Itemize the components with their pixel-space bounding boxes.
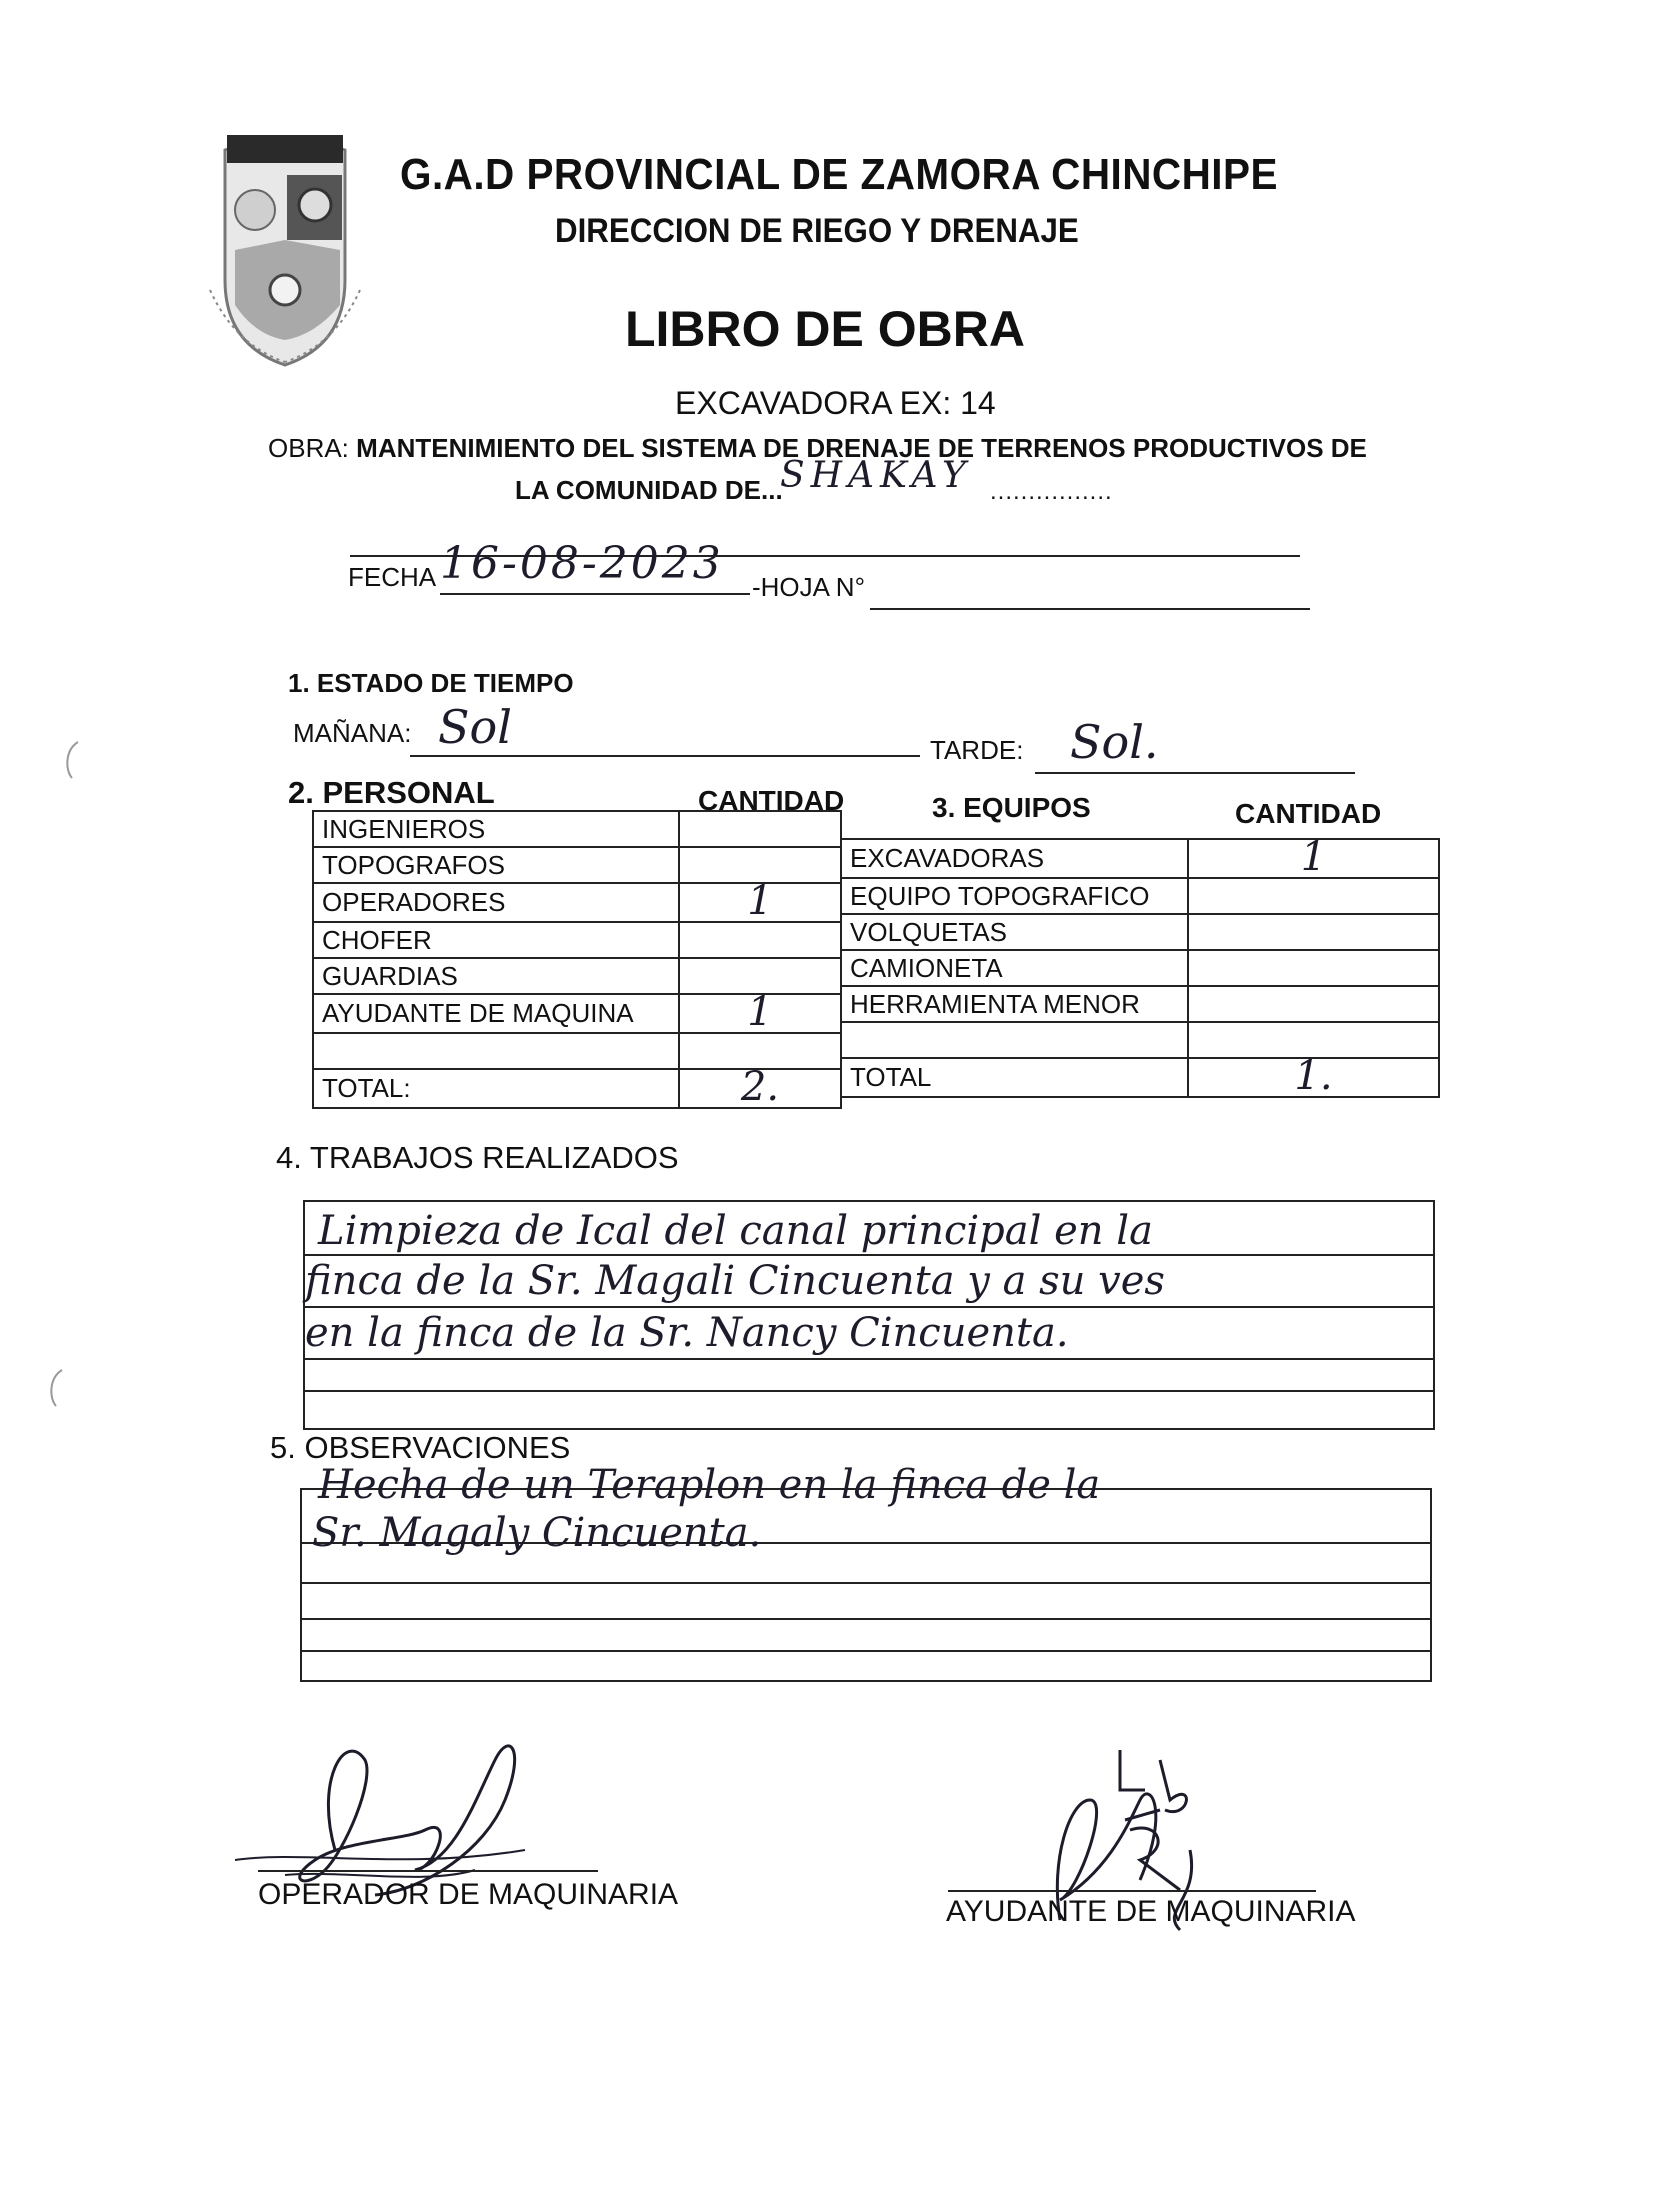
manana-handwritten: Sol	[438, 700, 512, 754]
section-personal: 2. PERSONAL	[288, 775, 495, 810]
observaciones-line: Sr. Magaly Cincuenta.	[312, 1510, 762, 1556]
equipos-row	[841, 839, 1439, 878]
trabajos-line: en la finca de la Sr. Nancy Cincuenta.	[305, 1310, 1069, 1356]
fecha-underline	[440, 593, 750, 595]
section-observaciones: 5. OBSERVACIONES	[270, 1430, 571, 1465]
personal-row-qty	[679, 811, 841, 847]
equipos-cantidad-header: CANTIDAD	[1235, 798, 1382, 829]
equipos-row-qty	[1188, 914, 1439, 950]
personal-row-qty	[679, 1064, 841, 1110]
section-equipos: 3. EQUIPOS	[932, 792, 1091, 823]
section-estado-tiempo: 1. ESTADO DE TIEMPO	[288, 668, 574, 698]
tarde-underline	[1035, 772, 1355, 774]
section-trabajos: 4. TRABAJOS REALIZADOS	[276, 1140, 679, 1175]
personal-qty-handwritten: 1	[747, 878, 773, 924]
personal-row	[313, 811, 841, 847]
personal-row	[313, 922, 841, 958]
equipos-row-label: HERRAMIENTA MENOR	[841, 986, 1188, 1022]
observaciones-ruled-line	[302, 1650, 1430, 1652]
provincial-coat-of-arms-logo	[205, 130, 365, 370]
personal-row-label: GUARDIAS	[313, 958, 679, 994]
department-title: DIRECCION DE RIEGO Y DRENAJE	[555, 212, 1079, 250]
personal-row-qty	[679, 989, 841, 1035]
institution-title: G.A.D PROVINCIAL DE ZAMORA CHINCHIPE	[400, 150, 1278, 199]
equipos-qty-handwritten: 1.	[1294, 1053, 1333, 1099]
equipos-row-qty	[1188, 1053, 1439, 1099]
manana-label: MAÑANA:	[293, 718, 412, 748]
hoja-underline	[870, 608, 1310, 610]
personal-row-label: AYUDANTE DE MAQUINA	[313, 994, 679, 1033]
manana-underline	[410, 755, 920, 757]
personal-table	[312, 810, 842, 1109]
equipos-row-qty	[1188, 834, 1439, 880]
hoja-label: -HOJA N°	[752, 572, 865, 602]
personal-row-label: TOTAL:	[313, 1069, 679, 1108]
trabajos-ruled-line	[305, 1306, 1433, 1308]
ayudante-label: AYUDANTE DE MAQUINARIA	[946, 1895, 1356, 1928]
personal-qty-handwritten: 2.	[740, 1064, 780, 1110]
fecha-handwritten: 16-08-2023	[440, 538, 724, 589]
observaciones-line: Hecha de un Teraplon en la finca de la	[318, 1462, 1101, 1508]
equipos-row-label: EXCAVADORAS	[841, 839, 1188, 878]
personal-row-label: TOPOGRAFOS	[313, 847, 679, 883]
equipos-row	[841, 986, 1439, 1022]
scan-margin-mark	[60, 740, 80, 780]
comunidad-handwritten: SHAKAY	[780, 455, 972, 496]
equipos-row-qty	[1188, 878, 1439, 914]
obra-description: MANTENIMIENTO DEL SISTEMA DE DRENAJE DE TERRENOS PRODUCTIVOS DE	[356, 433, 1367, 463]
machine-label: EXCAVADORA EX: 14	[675, 385, 996, 421]
equipos-row	[841, 950, 1439, 986]
personal-row	[313, 883, 841, 922]
scan-margin-mark	[44, 1368, 64, 1408]
personal-cantidad-header: CANTIDAD	[698, 785, 845, 816]
equipos-row-label: CAMIONETA	[841, 950, 1188, 986]
comunidad-dots: ................	[990, 478, 1113, 505]
equipos-row-qty	[1188, 950, 1439, 986]
observaciones-ruled-line	[302, 1582, 1430, 1584]
tarde-label: TARDE:	[930, 735, 1024, 765]
operador-label: OPERADOR DE MAQUINARIA	[258, 1878, 679, 1911]
operador-signature-line	[258, 1870, 598, 1872]
trabajos-line: finca de la Sr. Magali Cincuenta y a su ves	[305, 1258, 1165, 1304]
equipos-row-label: EQUIPO TOPOGRAFICO	[841, 878, 1188, 914]
personal-row	[313, 994, 841, 1033]
equipos-table	[840, 834, 1440, 1099]
equipos-row	[841, 1058, 1439, 1097]
equipos-row-label: TOTAL	[841, 1058, 1188, 1097]
trabajos-ruled-line	[305, 1254, 1433, 1256]
personal-row-label: INGENIEROS	[313, 811, 679, 847]
book-title: LIBRO DE OBRA	[625, 301, 1025, 357]
obra-label: OBRA:	[268, 433, 349, 463]
personal-row-label: OPERADORES	[313, 883, 679, 922]
observaciones-ruled-line	[302, 1618, 1430, 1620]
equipos-row-label: VOLQUETAS	[841, 914, 1188, 950]
personal-row-label	[313, 1033, 679, 1069]
trabajos-ruled-line	[305, 1358, 1433, 1360]
trabajos-line: Limpieza de Ical del canal principal en la	[318, 1208, 1153, 1254]
trabajos-ruled-line	[305, 1390, 1433, 1392]
obra-line-2: LA COMUNIDAD DE...	[515, 475, 783, 505]
equipos-row-label	[841, 1022, 1188, 1058]
personal-row-qty	[679, 878, 841, 924]
personal-row-label: CHOFER	[313, 922, 679, 958]
personal-row	[313, 1069, 841, 1108]
tarde-handwritten: Sol.	[1070, 715, 1159, 769]
personal-qty-handwritten: 1	[747, 989, 773, 1035]
equipos-row-qty	[1188, 986, 1439, 1022]
ayudante-signature-line	[948, 1890, 1316, 1892]
equipos-row	[841, 914, 1439, 950]
fecha-label: FECHA	[348, 562, 437, 592]
equipos-row	[841, 878, 1439, 914]
personal-row-qty	[679, 922, 841, 958]
equipos-row	[841, 1022, 1439, 1058]
equipos-qty-handwritten: 1	[1300, 834, 1327, 880]
